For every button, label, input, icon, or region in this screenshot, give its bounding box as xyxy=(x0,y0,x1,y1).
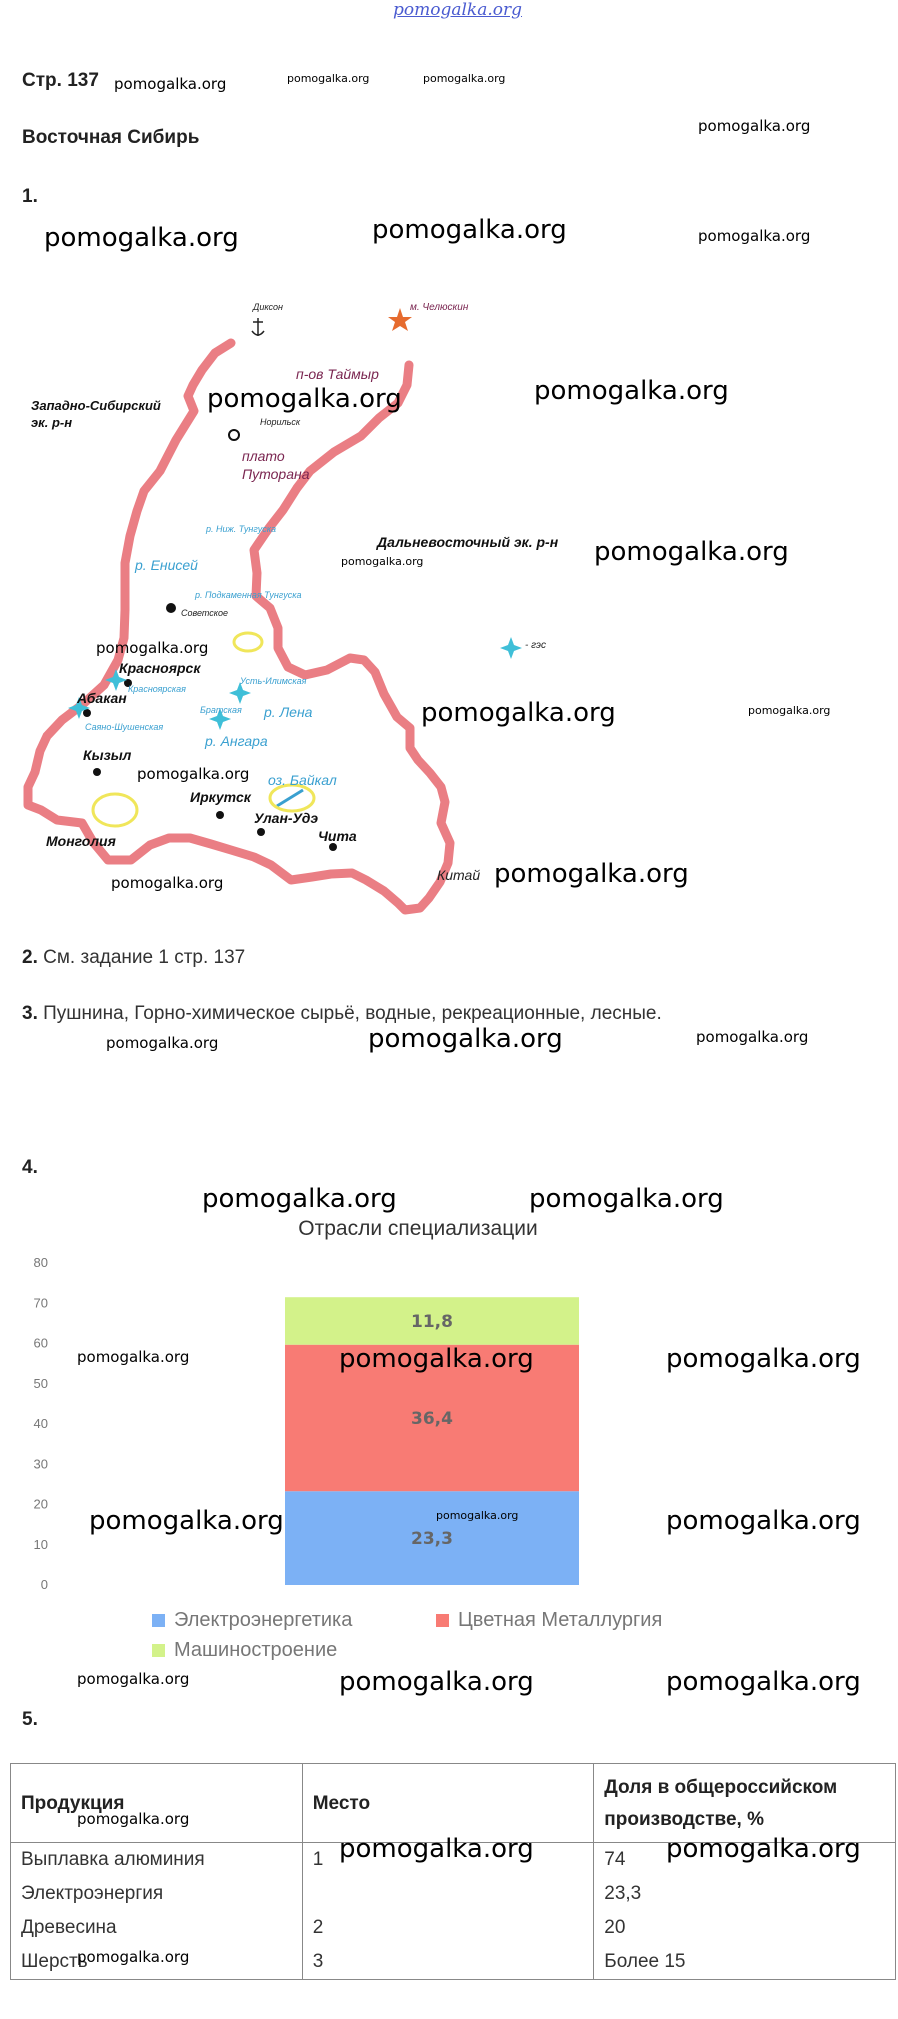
table-cell: Выплавка алюминия xyxy=(11,1843,303,1878)
watermark: pomogalka.org xyxy=(77,1810,190,1828)
label-putorana: Путорана xyxy=(242,466,310,482)
label-enisey: р. Енисей xyxy=(135,557,198,573)
table-row xyxy=(11,1911,896,1945)
watermark: pomogalka.org xyxy=(666,1834,861,1864)
label-sayano: Саяно-Шушенская xyxy=(85,722,164,732)
label-irkutsk: Иркутск xyxy=(190,789,251,805)
city-dot xyxy=(93,768,101,776)
table-cell: 1 xyxy=(302,1843,594,1878)
label-taymyr: п-ов Таймыр xyxy=(296,366,379,382)
y-tick-label: 10 xyxy=(33,1536,48,1552)
task-2-answer: 2. См. задание 1 стр. 137 xyxy=(22,947,246,968)
watermark: pomogalka.org xyxy=(534,376,729,406)
city-dot xyxy=(329,843,337,851)
table-cell: 2 xyxy=(302,1911,594,1945)
city-dot xyxy=(216,811,224,819)
data-label: 11,8 xyxy=(411,1311,453,1332)
table-cell: Древесина xyxy=(11,1911,303,1945)
chart-title: Отрасли специализации xyxy=(298,1217,538,1240)
table-cell: 3 xyxy=(302,1945,594,1980)
legend-label: Электроэнергетика xyxy=(174,1609,353,1631)
watermark: pomogalka.org xyxy=(748,704,831,717)
watermark: pomogalka.org xyxy=(696,1028,809,1046)
y-tick-label: 60 xyxy=(33,1335,48,1351)
watermark: pomogalka.org xyxy=(77,1670,190,1688)
baikal-line xyxy=(277,790,303,806)
watermark: pomogalka.org xyxy=(341,555,424,568)
city-half xyxy=(166,603,176,613)
label-baikal: оз. Байкал xyxy=(268,772,337,788)
watermark: pomogalka.org xyxy=(287,72,370,85)
label-mongolia: Монголия xyxy=(46,833,116,849)
y-tick-label: 20 xyxy=(33,1496,48,1512)
city-open xyxy=(229,430,239,440)
watermark: pomogalka.org xyxy=(421,698,616,728)
watermark: pomogalka.org xyxy=(698,117,811,135)
task-5-number: 5. xyxy=(22,1709,38,1730)
watermark: pomogalka.org xyxy=(111,874,224,892)
legend-swatch xyxy=(152,1614,165,1627)
table-header-row xyxy=(11,1764,896,1843)
legend-label: Машиностроение xyxy=(174,1639,338,1661)
legend-label: Цветная Металлургия xyxy=(458,1609,663,1631)
label-west-region-2: эк. р-н xyxy=(31,415,73,430)
city-dot xyxy=(83,709,91,717)
label-west-region: Западно-Сибирский xyxy=(31,398,161,413)
watermark: pomogalka.org xyxy=(44,223,239,253)
section-title: Восточная Сибирь xyxy=(22,127,200,148)
chart xyxy=(0,1170,898,1670)
y-tick-label: 30 xyxy=(33,1456,48,1472)
label-far-east: Дальневосточный эк. р-н xyxy=(377,534,559,550)
data-label: 23,3 xyxy=(411,1529,453,1550)
label-plato: плато xyxy=(242,448,285,464)
data-label: 36,4 xyxy=(411,1408,453,1429)
legend-swatch xyxy=(436,1614,449,1627)
watermark: pomogalka.org xyxy=(372,215,567,245)
site-logo[interactable]: pomogalka.org xyxy=(393,0,523,20)
watermark: pomogalka.org xyxy=(436,1509,519,1522)
watermark: pomogalka.org xyxy=(89,1506,284,1536)
y-tick-label: 40 xyxy=(33,1416,48,1431)
table-header-cell: Продукция xyxy=(11,1764,303,1843)
table-cell: Более 15 xyxy=(594,1945,896,1980)
chart-svg xyxy=(0,1170,898,1670)
table-cell: 20 xyxy=(594,1911,896,1945)
watermark: pomogalka.org xyxy=(96,639,209,657)
watermark: pomogalka.org xyxy=(77,1948,190,1966)
watermark: pomogalka.org xyxy=(368,1024,563,1054)
label-chelyuskin: м. Челюскин xyxy=(410,302,469,313)
table-header-cell: Место xyxy=(302,1764,594,1843)
legend-swatch xyxy=(152,1644,165,1657)
region-border xyxy=(28,343,450,910)
y-tick-label: 70 xyxy=(33,1295,48,1311)
watermark: pomogalka.org xyxy=(339,1834,534,1864)
label-abakan: Абакан xyxy=(77,690,127,706)
table-cell xyxy=(302,1877,594,1911)
watermark: pomogalka.org xyxy=(666,1506,861,1536)
watermark: pomogalka.org xyxy=(529,1184,724,1214)
label-pod-tunguska: р. Подкаменная Тунгуска xyxy=(195,590,302,600)
table-cell: 23,3 xyxy=(594,1877,896,1911)
city-dot xyxy=(257,828,265,836)
table-cell: Шерсть xyxy=(11,1945,303,1980)
watermark: pomogalka.org xyxy=(594,537,789,567)
task-1-number: 1. xyxy=(22,186,38,207)
watermark: pomogalka.org xyxy=(77,1348,190,1366)
label-krasnoyarsk: Красноярск xyxy=(119,660,201,676)
y-tick-label: 50 xyxy=(33,1375,48,1391)
label-bratskaya: Братская xyxy=(200,705,242,715)
star-icon xyxy=(388,308,412,331)
label-angara: р. Ангара xyxy=(205,733,268,749)
label-chita: Чита xyxy=(318,828,357,844)
y-tick-label: 0 xyxy=(40,1577,48,1592)
label-dikson: Диксон xyxy=(253,302,283,312)
watermark: pomogalka.org xyxy=(202,1184,397,1214)
highlight-circle xyxy=(234,633,262,651)
watermark: pomogalka.org xyxy=(339,1667,534,1697)
watermark: pomogalka.org xyxy=(339,1344,534,1374)
watermark: pomogalka.org xyxy=(106,1034,219,1052)
task-4-number: 4. xyxy=(22,1157,38,1178)
label-n-tunguska: р. Ниж. Тунгуска xyxy=(206,524,277,534)
watermark: pomogalka.org xyxy=(137,765,250,783)
label-lena: р. Лена xyxy=(264,704,313,720)
watermark: pomogalka.org xyxy=(114,75,227,93)
table-cell: Электроэнергия xyxy=(11,1877,303,1911)
label-ust-ilimsk: Усть-Илимская xyxy=(240,676,307,686)
label-krasnoyarsk-ges: Красноярская xyxy=(128,684,186,694)
table-row xyxy=(11,1877,896,1911)
map-svg xyxy=(0,290,898,920)
label-ulan-ude: Улан-Удэ xyxy=(254,810,319,826)
region-map xyxy=(0,290,898,920)
label-china: Китай xyxy=(437,867,481,883)
watermark: pomogalka.org xyxy=(423,72,506,85)
label-norilsk: Норильск xyxy=(260,417,301,427)
highlight-circle xyxy=(93,794,137,826)
page-title: Стр. 137 xyxy=(22,70,99,91)
table-cell: 74 xyxy=(594,1843,896,1878)
label-ges: - гэс xyxy=(525,640,546,651)
y-tick-label: 80 xyxy=(33,1255,48,1270)
label-sovetskoe: Советское xyxy=(181,608,229,618)
label-kyzyl: Кызыл xyxy=(83,747,132,763)
watermark: pomogalka.org xyxy=(494,859,689,889)
anchor-icon xyxy=(252,318,264,336)
watermark: pomogalka.org xyxy=(698,227,811,245)
watermark: pomogalka.org xyxy=(207,384,402,414)
table-header-cell: Доля в общероссийском производстве, % xyxy=(594,1764,896,1843)
watermark: pomogalka.org xyxy=(666,1344,861,1374)
task-3-answer: 3. Пушнина, Горно-химическое сырьё, водные, рекреационные, лесные. xyxy=(22,1003,662,1024)
watermark: pomogalka.org xyxy=(666,1667,861,1697)
